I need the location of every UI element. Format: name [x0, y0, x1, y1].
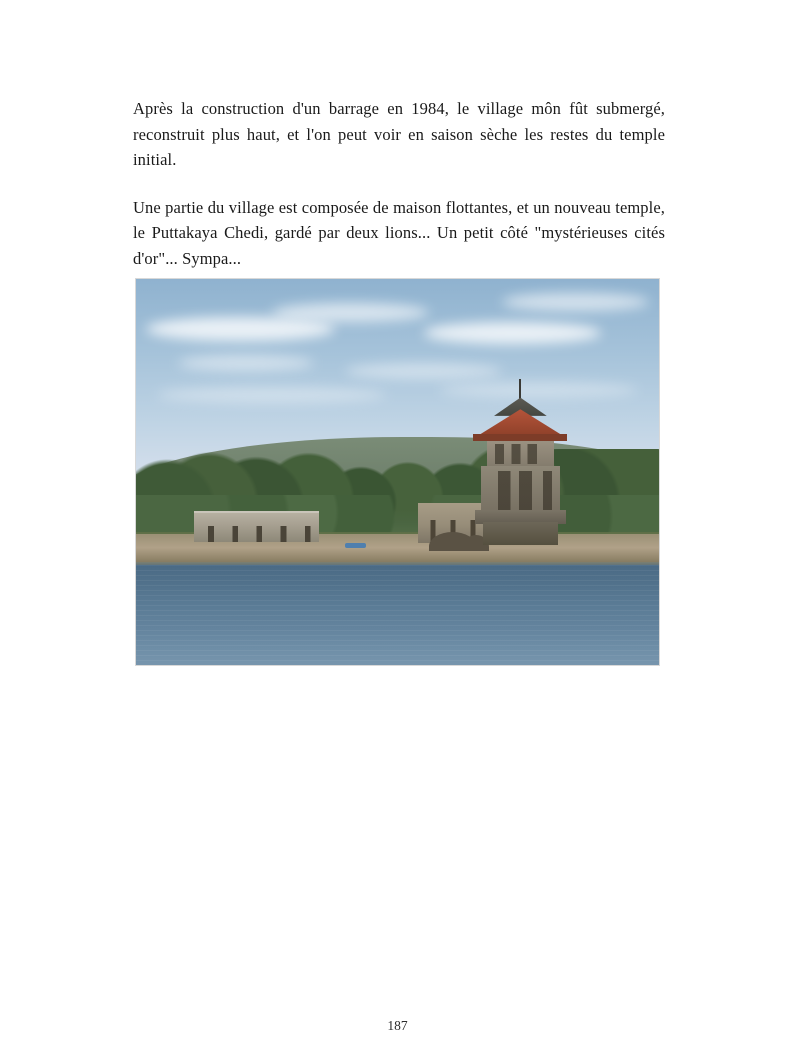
cloud: [178, 355, 314, 371]
tower-roof-eave: [473, 434, 567, 441]
chedi-tower: [473, 379, 567, 545]
tower-upper-storey: [487, 441, 555, 468]
lake-water: [136, 565, 659, 665]
boat: [345, 543, 366, 548]
text-body: [133, 96, 665, 271]
ruined-temple-wall: [194, 511, 320, 542]
tower-base: [483, 522, 558, 545]
paragraph-2: Une partie du village est composée de maison flottantes, et un nouveau temple, le Puttakaya Chedi, gardé par deux lions... Un petit côté "mystérieuses cités d'or"... Sympa...: [133, 197, 665, 268]
paragraph-1: Après la construction d'un barrage en 1984, le village môn fût submergé, reconstruit plus haut, et l'on peut voir en saison sèche les restes du temple initial.: [133, 99, 665, 170]
cloud: [272, 303, 429, 322]
tower-lower-storey: [481, 466, 560, 516]
tower-spire: [519, 379, 521, 401]
page-number: 187: [387, 1018, 408, 1033]
photograph: [136, 279, 659, 665]
photo-figure: [135, 278, 660, 666]
cloud: [157, 387, 387, 403]
cloud: [345, 363, 502, 379]
cloud: [424, 322, 602, 344]
cloud: [502, 293, 648, 312]
